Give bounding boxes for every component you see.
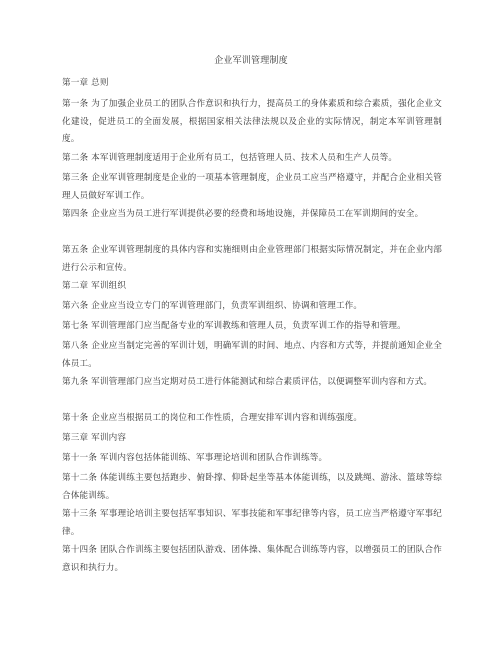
document-title: 企业军训管理制度 bbox=[214, 56, 288, 66]
article-7: 第七条 军训管理部门应当配备专业的军训教练和管理人员，负责军训工作的指导和管理。 bbox=[62, 321, 406, 331]
article-2: 第二条 本军训管理制度适用于企业所有员工，包括管理人员、技术人员和生产人员等。 bbox=[62, 153, 398, 163]
article-11: 第十一条 军训内容包括体能训练、军事理论培训和团队合作训练等。 bbox=[62, 453, 328, 463]
article-9: 第九条 军训管理部门应当定期对员工进行体能测试和综合素质评估，以便调整军训内容和方式。 bbox=[62, 377, 433, 387]
article-1: 第一条 为了加强企业员工的团队合作意识和执行力，提高员工的身体素质和综合素质，强化企业文化建设，促进员工的全面发展，根据国家相关法律法规以及企业的实际情况，制定本军训管理制度。 bbox=[62, 99, 442, 144]
article-12: 第十二条 体能训练主要包括跑步、俯卧撑、仰卧起坐等基本体能训练，以及跳绳、游泳、篮球等综合体能训练。 bbox=[62, 473, 442, 501]
article-8: 第八条 企业应当制定完善的军训计划，明确军训的时间、地点、内容和方式等，并提前通知企业全体员工。 bbox=[62, 341, 442, 369]
chapter-heading-2: 第二章 军训组织 bbox=[62, 281, 127, 291]
article-4: 第四条 企业应当为员工进行军训提供必要的经费和场地设施，并保障员工在军训期间的安全。 bbox=[62, 209, 424, 219]
article-3: 第三条 企业军训管理制度是企业的一项基本管理制度，企业员工应当严格遵守，并配合企业相关管理人员做好军训工作。 bbox=[62, 173, 442, 201]
article-13: 第十三条 军事理论培训主要包括军事知识、军事技能和军事纪律等内容，员工应当严格遵守军事纪律。 bbox=[62, 509, 442, 537]
article-5: 第五条 企业军训管理制度的具体内容和实施细则由企业管理部门根据实际情况制定，并在企业内部进行公示和宣传。 bbox=[62, 245, 442, 273]
chapter-heading-1: 第一章 总则 bbox=[62, 78, 109, 88]
chapter-heading-3: 第三章 军训内容 bbox=[62, 433, 127, 443]
article-14: 第十四条 团队合作训练主要包括团队游戏、团体操、集体配合训练等内容，以增强员工的团队合作意识和执行力。 bbox=[62, 545, 442, 573]
article-10: 第十条 企业应当根据员工的岗位和工作性质，合理安排军训内容和训练强度。 bbox=[62, 413, 363, 423]
article-6: 第六条 企业应当设立专门的军训管理部门，负责军训组织、协调和管理工作。 bbox=[62, 301, 363, 311]
